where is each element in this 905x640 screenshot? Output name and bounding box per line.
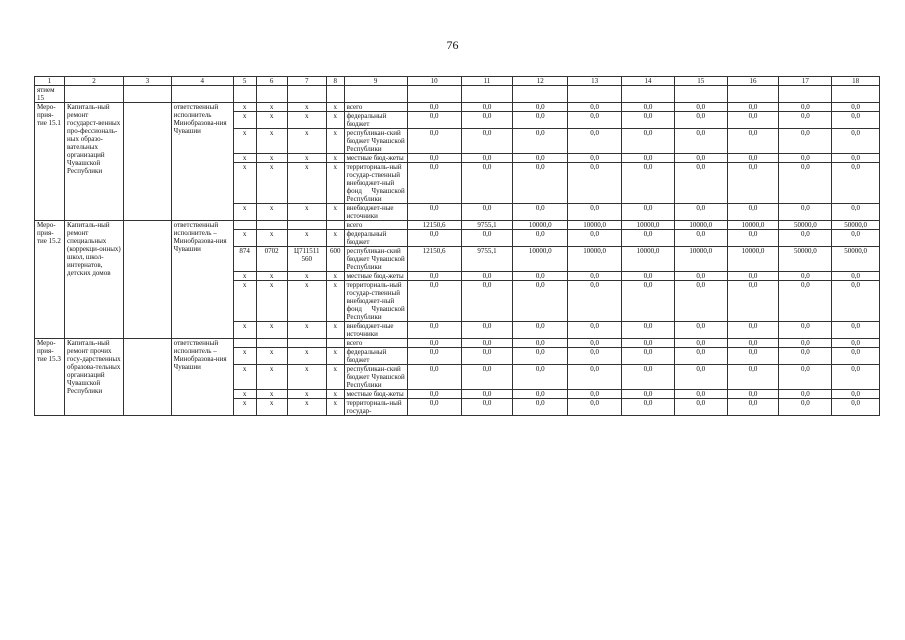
code-cell: x: [233, 103, 256, 112]
value-cell: 0,0: [407, 112, 461, 129]
value-cell: 0,0: [832, 112, 880, 129]
value-cell: 0,0: [513, 163, 568, 204]
value-cell: 0,0: [407, 163, 461, 204]
value-cell: 0,0: [727, 230, 779, 247]
code-cell: x: [256, 112, 287, 129]
code-cell: x: [256, 272, 287, 281]
value-cell: 0,0: [461, 163, 513, 204]
value-cell: 0,0: [832, 399, 880, 416]
code-cell: x: [233, 154, 256, 163]
value-cell: 0,0: [568, 390, 622, 399]
funding-source: всего: [344, 221, 407, 230]
value-cell: 0,0: [513, 322, 568, 339]
value-cell: 0,0: [832, 322, 880, 339]
continuation-row: [35, 86, 880, 103]
empty-cell: [407, 86, 461, 103]
value-cell: 50000,0: [832, 221, 880, 230]
event-responsible: ответственный исполнитель – Минобразова-ния Чувашии: [171, 339, 233, 416]
value-cell: 0,0: [832, 272, 880, 281]
value-cell: 0,0: [727, 272, 779, 281]
value-cell: 0,0: [407, 154, 461, 163]
code-cell: x: [233, 272, 256, 281]
funding-source: республикан-ский бюджет Чувашской Республики: [344, 247, 407, 272]
value-cell: 0,0: [513, 154, 568, 163]
empty-cell: [287, 86, 326, 103]
value-cell: 12150,6: [407, 247, 461, 272]
code-cell: x: [326, 154, 344, 163]
value-cell: 0,0: [513, 230, 568, 247]
value-cell: 0,0: [407, 230, 461, 247]
value-cell: 0,0: [832, 390, 880, 399]
value-cell: 0,0: [513, 204, 568, 221]
value-cell: 0,0: [461, 103, 513, 112]
code-cell: Ц711511 560: [287, 247, 326, 272]
event-label: Меро-прия-тие 15.3: [35, 339, 65, 416]
value-cell: 50000,0: [779, 221, 832, 230]
column-number: 5: [233, 77, 256, 86]
value-cell: 0,0: [674, 103, 727, 112]
value-cell: 0,0: [727, 163, 779, 204]
value-cell: 0,0: [674, 339, 727, 348]
code-cell: x: [326, 230, 344, 247]
continuation-label: ятием 15: [35, 86, 65, 103]
funding-source: территориаль-ный государ-ственный внебюджет-ный фонд Чувашской Республики: [344, 163, 407, 204]
code-cell: [287, 221, 326, 230]
value-cell: 10000,0: [622, 247, 675, 272]
value-cell: 50000,0: [779, 247, 832, 272]
value-cell: 0,0: [568, 103, 622, 112]
column-number: 11: [461, 77, 513, 86]
column-number: 12: [513, 77, 568, 86]
column-number: 7: [287, 77, 326, 86]
empty-cell: [326, 86, 344, 103]
value-cell: 0,0: [407, 339, 461, 348]
value-cell: 0,0: [568, 129, 622, 154]
value-cell: 0,0: [779, 129, 832, 154]
code-cell: x: [287, 163, 326, 204]
value-cell: 0,0: [832, 365, 880, 390]
code-cell: x: [326, 281, 344, 322]
funding-source: федеральный бюджет: [344, 348, 407, 365]
value-cell: 0,0: [727, 399, 779, 416]
value-cell: 0,0: [622, 204, 675, 221]
event-description: Капиталь-ный ремонт специальных (коррекци-онных) школ, школ-интернатов, детских домов: [65, 221, 124, 339]
code-cell: x: [287, 365, 326, 390]
value-cell: 10000,0: [727, 247, 779, 272]
value-cell: 0,0: [622, 399, 675, 416]
code-cell: 874: [233, 247, 256, 272]
value-cell: 0,0: [674, 322, 727, 339]
value-cell: 0,0: [568, 365, 622, 390]
value-cell: 0,0: [727, 204, 779, 221]
value-cell: 0,0: [568, 230, 622, 247]
value-cell: 10000,0: [727, 221, 779, 230]
empty-cell: [124, 339, 172, 416]
column-number: 8: [326, 77, 344, 86]
funding-source: местные бюд-жеты: [344, 154, 407, 163]
value-cell: 10000,0: [674, 221, 727, 230]
value-cell: 0,0: [832, 339, 880, 348]
value-cell: 10000,0: [568, 247, 622, 272]
value-cell: 0,0: [674, 204, 727, 221]
value-cell: 0,0: [832, 281, 880, 322]
value-cell: 0,0: [622, 390, 675, 399]
event-description: Капиталь-ный ремонт прочих госу-дарственных образова-тельных организаций Чувашской Республики: [65, 339, 124, 416]
value-cell: 0,0: [622, 230, 675, 247]
code-cell: x: [233, 348, 256, 365]
value-cell: 0,0: [832, 348, 880, 365]
value-cell: 0,0: [832, 103, 880, 112]
code-cell: [326, 339, 344, 348]
value-cell: 0,0: [407, 204, 461, 221]
value-cell: 0,0: [568, 272, 622, 281]
code-cell: x: [233, 399, 256, 416]
value-cell: 0,0: [513, 339, 568, 348]
value-cell: 0,0: [779, 154, 832, 163]
value-cell: 0,0: [513, 390, 568, 399]
value-cell: 0,0: [568, 399, 622, 416]
funding-source: внебюджет-ные источники: [344, 322, 407, 339]
value-cell: 0,0: [622, 154, 675, 163]
funding-source: территориаль-ный государ-ственный внебюджет-ный фонд Чувашской Республики: [344, 281, 407, 322]
event-label: Меро-прия-тие 15.2: [35, 221, 65, 339]
value-cell: 0,0: [622, 348, 675, 365]
code-cell: x: [233, 365, 256, 390]
value-cell: 0,0: [727, 129, 779, 154]
value-cell: 0,0: [513, 348, 568, 365]
empty-cell: [124, 103, 172, 221]
column-number: 3: [124, 77, 172, 86]
empty-cell: [124, 86, 172, 103]
value-cell: 0,0: [568, 154, 622, 163]
value-cell: 0,0: [779, 399, 832, 416]
code-cell: x: [287, 103, 326, 112]
code-cell: [326, 221, 344, 230]
event-label: Меро-прия-тие 15.1: [35, 103, 65, 221]
code-cell: [287, 339, 326, 348]
table-row: [35, 339, 880, 348]
value-cell: 0,0: [513, 112, 568, 129]
value-cell: 0,0: [461, 112, 513, 129]
code-cell: 0702: [256, 247, 287, 272]
funding-source: федеральный бюджет: [344, 112, 407, 129]
value-cell: 0,0: [461, 129, 513, 154]
funding-source: территориаль-ный государ-: [344, 399, 407, 416]
value-cell: 0,0: [568, 163, 622, 204]
funding-source: местные бюд-жеты: [344, 390, 407, 399]
value-cell: 0,0: [407, 281, 461, 322]
empty-cell: [124, 221, 172, 339]
code-cell: x: [326, 129, 344, 154]
value-cell: 0,0: [513, 272, 568, 281]
value-cell: 0,0: [622, 103, 675, 112]
value-cell: 0,0: [674, 272, 727, 281]
column-number: 13: [568, 77, 622, 86]
value-cell: 0,0: [568, 348, 622, 365]
code-cell: x: [326, 112, 344, 129]
value-cell: 0,0: [779, 322, 832, 339]
code-cell: x: [326, 399, 344, 416]
value-cell: 9755,1: [461, 221, 513, 230]
value-cell: 0,0: [513, 129, 568, 154]
code-cell: x: [287, 399, 326, 416]
value-cell: 12150,6: [407, 221, 461, 230]
value-cell: 0,0: [461, 399, 513, 416]
empty-cell: [256, 86, 287, 103]
code-cell: x: [326, 163, 344, 204]
value-cell: 0,0: [674, 390, 727, 399]
value-cell: 0,0: [779, 281, 832, 322]
event-responsible: ответственный исполнитель Минобразова-ния Чувашии: [171, 103, 233, 221]
value-cell: 0,0: [779, 365, 832, 390]
event-description: Капиталь-ный ремонт государст-венных про-фессиональ-ных образо-вательных организаций Чувашской Республики: [65, 103, 124, 221]
value-cell: 0,0: [513, 281, 568, 322]
value-cell: 0,0: [727, 322, 779, 339]
value-cell: 10000,0: [513, 247, 568, 272]
value-cell: 0,0: [407, 390, 461, 399]
value-cell: 0,0: [461, 272, 513, 281]
value-cell: 0,0: [779, 163, 832, 204]
value-cell: 0,0: [461, 365, 513, 390]
column-number-row: [35, 77, 880, 86]
code-cell: x: [287, 112, 326, 129]
code-cell: 600: [326, 247, 344, 272]
code-cell: x: [256, 281, 287, 322]
code-cell: x: [256, 390, 287, 399]
value-cell: 0,0: [832, 204, 880, 221]
value-cell: 0,0: [461, 339, 513, 348]
code-cell: [256, 221, 287, 230]
code-cell: x: [287, 230, 326, 247]
code-cell: x: [233, 163, 256, 204]
code-cell: x: [233, 230, 256, 247]
code-cell: x: [287, 322, 326, 339]
code-cell: x: [287, 281, 326, 322]
column-number: 1: [35, 77, 65, 86]
value-cell: 0,0: [674, 163, 727, 204]
code-cell: [256, 339, 287, 348]
value-cell: 0,0: [622, 112, 675, 129]
value-cell: 0,0: [727, 390, 779, 399]
empty-cell: [568, 86, 622, 103]
value-cell: 0,0: [622, 365, 675, 390]
empty-cell: [171, 86, 233, 103]
code-cell: x: [326, 348, 344, 365]
value-cell: 0,0: [779, 204, 832, 221]
value-cell: 0,0: [779, 230, 832, 247]
code-cell: x: [326, 390, 344, 399]
value-cell: 0,0: [407, 348, 461, 365]
code-cell: x: [233, 204, 256, 221]
value-cell: 0,0: [461, 390, 513, 399]
code-cell: x: [256, 365, 287, 390]
value-cell: 0,0: [727, 154, 779, 163]
code-cell: x: [233, 129, 256, 154]
value-cell: 0,0: [727, 348, 779, 365]
value-cell: 0,0: [779, 103, 832, 112]
column-number: 9: [344, 77, 407, 86]
column-number: 2: [65, 77, 124, 86]
value-cell: 0,0: [513, 103, 568, 112]
value-cell: 9755,1: [461, 247, 513, 272]
value-cell: 0,0: [832, 154, 880, 163]
code-cell: x: [256, 322, 287, 339]
empty-cell: [65, 86, 124, 103]
column-number: 6: [256, 77, 287, 86]
value-cell: 50000,0: [832, 247, 880, 272]
value-cell: 0,0: [674, 399, 727, 416]
value-cell: 0,0: [568, 339, 622, 348]
value-cell: 0,0: [727, 365, 779, 390]
value-cell: 0,0: [568, 112, 622, 129]
empty-cell: [832, 86, 880, 103]
code-cell: x: [326, 272, 344, 281]
column-number: 15: [674, 77, 727, 86]
code-cell: x: [326, 103, 344, 112]
funding-source: республикан-ский бюджет Чувашской Республики: [344, 365, 407, 390]
value-cell: 0,0: [727, 103, 779, 112]
column-number: 16: [727, 77, 779, 86]
code-cell: x: [256, 163, 287, 204]
value-cell: 10000,0: [622, 221, 675, 230]
value-cell: 0,0: [407, 399, 461, 416]
code-cell: x: [256, 204, 287, 221]
empty-cell: [461, 86, 513, 103]
column-number: 18: [832, 77, 880, 86]
value-cell: 0,0: [407, 272, 461, 281]
funding-source: республикан-ский бюджет Чувашской Республики: [344, 129, 407, 154]
code-cell: x: [256, 154, 287, 163]
table-row: [35, 103, 880, 112]
code-cell: x: [326, 365, 344, 390]
value-cell: 0,0: [461, 322, 513, 339]
value-cell: 0,0: [622, 322, 675, 339]
value-cell: 10000,0: [568, 221, 622, 230]
code-cell: x: [287, 390, 326, 399]
code-cell: [233, 339, 256, 348]
value-cell: 0,0: [674, 365, 727, 390]
code-cell: x: [233, 390, 256, 399]
empty-cell: [727, 86, 779, 103]
value-cell: 0,0: [674, 230, 727, 247]
value-cell: 0,0: [622, 339, 675, 348]
code-cell: x: [233, 112, 256, 129]
code-cell: x: [326, 204, 344, 221]
code-cell: x: [326, 322, 344, 339]
value-cell: 0,0: [727, 281, 779, 322]
value-cell: 0,0: [674, 154, 727, 163]
value-cell: 10000,0: [513, 221, 568, 230]
code-cell: x: [256, 103, 287, 112]
table-row: [35, 221, 880, 230]
empty-cell: [513, 86, 568, 103]
value-cell: 0,0: [674, 348, 727, 365]
value-cell: 0,0: [461, 230, 513, 247]
value-cell: 0,0: [832, 129, 880, 154]
value-cell: 0,0: [461, 281, 513, 322]
budget-table: [34, 76, 880, 416]
code-cell: x: [287, 204, 326, 221]
event-responsible: ответственный исполнитель – Минобразова-ния Чувашии: [171, 221, 233, 339]
code-cell: x: [256, 129, 287, 154]
value-cell: 0,0: [622, 281, 675, 322]
code-cell: x: [233, 281, 256, 322]
value-cell: 0,0: [832, 230, 880, 247]
code-cell: x: [256, 348, 287, 365]
empty-cell: [674, 86, 727, 103]
code-cell: [233, 221, 256, 230]
value-cell: 0,0: [674, 112, 727, 129]
column-number: 17: [779, 77, 832, 86]
value-cell: 0,0: [622, 129, 675, 154]
value-cell: 0,0: [407, 365, 461, 390]
empty-cell: [344, 86, 407, 103]
code-cell: x: [233, 322, 256, 339]
value-cell: 10000,0: [674, 247, 727, 272]
value-cell: 0,0: [461, 348, 513, 365]
code-cell: x: [287, 154, 326, 163]
value-cell: 0,0: [674, 281, 727, 322]
value-cell: 0,0: [407, 129, 461, 154]
code-cell: x: [256, 399, 287, 416]
code-cell: x: [256, 230, 287, 247]
value-cell: 0,0: [779, 112, 832, 129]
value-cell: 0,0: [779, 390, 832, 399]
value-cell: 0,0: [513, 399, 568, 416]
value-cell: 0,0: [568, 204, 622, 221]
value-cell: 0,0: [461, 204, 513, 221]
code-cell: x: [287, 129, 326, 154]
code-cell: x: [287, 272, 326, 281]
empty-cell: [233, 86, 256, 103]
value-cell: 0,0: [674, 129, 727, 154]
value-cell: 0,0: [513, 365, 568, 390]
empty-cell: [622, 86, 675, 103]
value-cell: 0,0: [727, 112, 779, 129]
funding-source: всего: [344, 103, 407, 112]
value-cell: 0,0: [727, 339, 779, 348]
code-cell: x: [287, 348, 326, 365]
page-number: 76: [446, 38, 459, 52]
value-cell: 0,0: [568, 322, 622, 339]
value-cell: 0,0: [779, 339, 832, 348]
funding-source: местные бюд-жеты: [344, 272, 407, 281]
value-cell: 0,0: [832, 163, 880, 204]
funding-source: всего: [344, 339, 407, 348]
value-cell: 0,0: [461, 154, 513, 163]
funding-source: внебюджет-ные источники: [344, 204, 407, 221]
column-number: 10: [407, 77, 461, 86]
value-cell: 0,0: [407, 322, 461, 339]
funding-source: федеральный бюджет: [344, 230, 407, 247]
value-cell: 0,0: [622, 272, 675, 281]
column-number: 4: [171, 77, 233, 86]
value-cell: 0,0: [407, 103, 461, 112]
value-cell: 0,0: [779, 272, 832, 281]
value-cell: 0,0: [622, 163, 675, 204]
empty-cell: [779, 86, 832, 103]
value-cell: 0,0: [568, 281, 622, 322]
column-number: 14: [622, 77, 675, 86]
value-cell: 0,0: [779, 348, 832, 365]
